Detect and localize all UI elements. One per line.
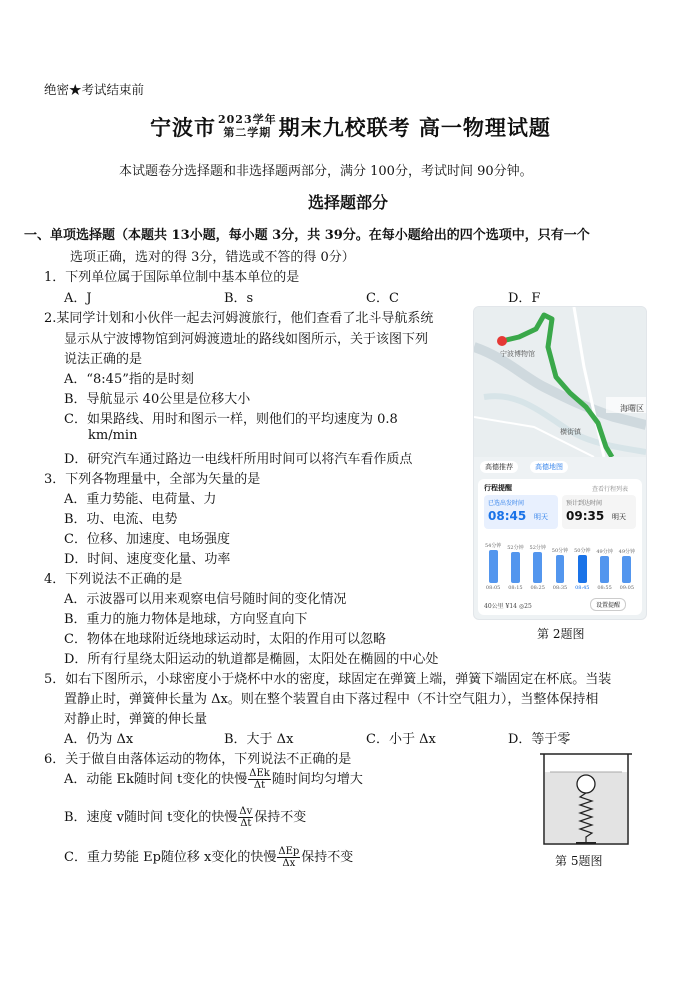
q2-option-a: A．“8:45”指的是时刻 bbox=[64, 372, 194, 387]
duration-label: 49分钟 bbox=[596, 549, 613, 555]
q5-stem-line1: 5．如右下图所示，小球密度小于烧杯中水的密度，球固定在弹簧上端，弹簧下端固定在杯底。当装 bbox=[44, 672, 612, 687]
q3-option-d: D．时间、速度变化量、功率 bbox=[64, 552, 231, 567]
ball-icon bbox=[577, 775, 595, 793]
q5-option-d: D．等于零 bbox=[508, 732, 571, 747]
q6-option-a bbox=[64, 768, 363, 791]
q1-stem: 1．下列单位属于国际单位制中基本单位的是 bbox=[44, 270, 300, 285]
q1-option-c: C．C bbox=[366, 291, 399, 306]
q2-option-d: D．研究汽车通过路边一电线杆所用时间可以将汽车看作质点 bbox=[64, 452, 413, 467]
q6-a-text-end: 随时间均匀增大 bbox=[271, 772, 363, 787]
trip-panel-title: 行程提醒 bbox=[484, 483, 512, 492]
arrive-time-card bbox=[562, 495, 636, 529]
time-tick-label: 08:45 bbox=[575, 585, 590, 591]
q6-c-text: C．重力势能 Ep随位移 x变化的快慢 bbox=[64, 850, 277, 865]
q6-b-fraction bbox=[238, 806, 253, 829]
q1-option-a: A．J bbox=[64, 291, 92, 306]
set-reminder-button[interactable]: 设置提醒 bbox=[590, 598, 626, 611]
q4-stem: 4．下列说法不正确的是 bbox=[44, 572, 183, 587]
q5-option-a: A．仍为 Δx bbox=[64, 732, 134, 747]
q6-a-denominator: Δt bbox=[253, 780, 266, 791]
arrive-label: 预计到达时间 bbox=[566, 500, 603, 507]
title-term: 第二学期 bbox=[223, 125, 272, 139]
duration-bar[interactable] bbox=[511, 552, 520, 583]
arrive-day: 明天 bbox=[612, 513, 626, 521]
q4-option-b: B．重力的施力物体是地球，方向竖直向下 bbox=[64, 612, 308, 627]
map-label-start: 宁波博物馆 bbox=[500, 350, 535, 358]
title-main: 期末九校联考 高一物理试题 bbox=[278, 115, 551, 140]
confidential-note: 绝密★考试结束前 bbox=[44, 82, 145, 97]
q6-a-fraction bbox=[248, 768, 271, 791]
time-tick-label: 08:55 bbox=[597, 585, 612, 591]
q4-option-d: D．所有行星绕太阳运动的轨道都是椭圆，太阳处在椭圆的中心处 bbox=[64, 652, 439, 667]
time-tick-label: 08:05 bbox=[485, 585, 501, 591]
duration-bar[interactable] bbox=[489, 550, 498, 583]
q1-option-b: B．s bbox=[224, 291, 254, 306]
part-heading-line1 bbox=[24, 224, 590, 243]
navigation-map-figure bbox=[473, 306, 647, 620]
duration-label: 54分钟 bbox=[484, 543, 502, 549]
q3-option-a: A．重力势能、电荷量、力 bbox=[64, 492, 217, 507]
q3-stem: 3．下列各物理量中，全部为矢量的是 bbox=[44, 472, 261, 487]
q6-c-denominator: Δx bbox=[282, 858, 296, 869]
q3-option-b: B．功、电流、电势 bbox=[64, 512, 178, 527]
q5-option-c: C．小于 Δx bbox=[366, 732, 436, 747]
duration-bar[interactable] bbox=[600, 556, 609, 583]
q6-option-c bbox=[64, 846, 353, 869]
exam-title bbox=[150, 112, 551, 143]
q2-stem-line1: 2.某同学计划和小伙伴一起去河姆渡旅行，他们查看了北斗导航系统 bbox=[44, 311, 434, 326]
depart-label: 已选出发时间 bbox=[488, 500, 525, 507]
duration-label: 52分钟 bbox=[507, 545, 524, 551]
time-tick-label: 09:05 bbox=[619, 585, 635, 591]
duration-label: 50分钟 bbox=[574, 548, 591, 554]
q6-a-numerator: ΔEk bbox=[249, 768, 270, 779]
q4-option-c: C．物体在地球附近绕地球运动时，太阳的作用可以忽略 bbox=[64, 632, 386, 647]
arrive-time: 09:35 bbox=[566, 509, 605, 523]
part-heading-text: 一、单项选择题（本题共 13小题，每小题 3分，共 39分。在每小题给出的四个选项中，只有一个 bbox=[24, 228, 590, 243]
duration-bar[interactable] bbox=[578, 555, 587, 583]
q6-option-b bbox=[64, 806, 306, 829]
trip-panel bbox=[478, 479, 642, 615]
time-tick-label: 08:25 bbox=[530, 585, 545, 591]
depart-day: 明天 bbox=[534, 513, 548, 521]
part-heading-line2: 选项正确，选对的得 3分，错选或不答的得 0分） bbox=[70, 250, 355, 265]
q2-option-c: C．如果路线、用时和图示一样，则他们的平均速度为 0.8 bbox=[64, 412, 398, 427]
q6-c-text-end: 保持不变 bbox=[301, 850, 354, 865]
q6-a-text: A．动能 Ek随时间 t变化的快慢 bbox=[64, 772, 248, 787]
q6-c-fraction bbox=[277, 846, 300, 869]
duration-bar[interactable] bbox=[533, 552, 542, 583]
figure2-caption: 第 2题图 bbox=[537, 627, 585, 641]
map-provider-button[interactable]: 高德地图 bbox=[530, 461, 568, 473]
q6-b-text: B．速度 v随时间 t变化的快慢 bbox=[64, 810, 238, 825]
q5-stem-line3: 对静止时，弹簧的伸长量 bbox=[64, 712, 208, 727]
title-city: 宁波市 bbox=[150, 115, 216, 140]
q6-b-text-end: 保持不变 bbox=[254, 810, 307, 825]
time-tick-label: 08:35 bbox=[552, 585, 568, 591]
duration-label: 52分钟 bbox=[529, 545, 546, 551]
map-label-district: 海曙区 bbox=[620, 404, 644, 413]
q2-option-c-cont: km/min bbox=[88, 428, 138, 443]
duration-label: 50分钟 bbox=[551, 548, 569, 554]
recommend-button[interactable]: 高德推荐 bbox=[480, 461, 518, 473]
q1-option-d: D．F bbox=[508, 291, 541, 306]
trip-list-link[interactable]: 查看行程列表 bbox=[592, 486, 629, 493]
q2-stem-line2: 显示从宁波博物馆到河姆渡遗址的路线如图所示，关于该图下列 bbox=[64, 332, 429, 347]
duration-bar[interactable] bbox=[622, 556, 631, 583]
duration-label: 49分钟 bbox=[618, 549, 636, 555]
q2-option-b: B．导航显示 40公里是位移大小 bbox=[64, 392, 251, 407]
q4-option-a: A．示波器可以用来观察电信号随时间的变化情况 bbox=[64, 592, 347, 607]
map-label-town: 横街镇 bbox=[560, 428, 581, 436]
title-term-stack bbox=[218, 113, 277, 139]
time-tick-label: 08:15 bbox=[508, 585, 523, 591]
q2-stem-line3: 说法正确的是 bbox=[64, 352, 143, 367]
duration-bar-chart bbox=[482, 533, 638, 595]
q6-b-numerator: Δv bbox=[239, 806, 253, 817]
beaker-spring-figure bbox=[536, 750, 636, 850]
figure5-caption: 第 5题图 bbox=[555, 854, 603, 868]
start-pin-icon bbox=[497, 336, 507, 346]
q6-c-numerator: ΔEp bbox=[278, 846, 300, 857]
q6-b-denominator: Δt bbox=[240, 818, 252, 829]
trip-footer-info: 40公里 ¥14 ◎25 bbox=[484, 603, 532, 610]
title-year: 2023学年 bbox=[218, 112, 277, 126]
q6-stem: 6．关于做自由落体运动的物体，下列说法不正确的是 bbox=[44, 752, 352, 767]
exam-intro: 本试题卷分选择题和非选择题两部分，满分 100分，考试时间 90分钟。 bbox=[119, 164, 533, 179]
q3-option-c: C．位移、加速度、电场强度 bbox=[64, 532, 230, 547]
q5-stem-line2: 置静止时，弹簧伸长量为 Δx。则在整个装置自由下落过程中（不计空气阻力），当整体保持相 bbox=[64, 692, 599, 707]
duration-bar[interactable] bbox=[556, 555, 565, 583]
section-heading: 选择题部分 bbox=[308, 193, 389, 212]
depart-time: 08:45 bbox=[488, 509, 527, 523]
depart-time-card[interactable] bbox=[484, 495, 558, 529]
q5-option-b: B．大于 Δx bbox=[224, 732, 294, 747]
